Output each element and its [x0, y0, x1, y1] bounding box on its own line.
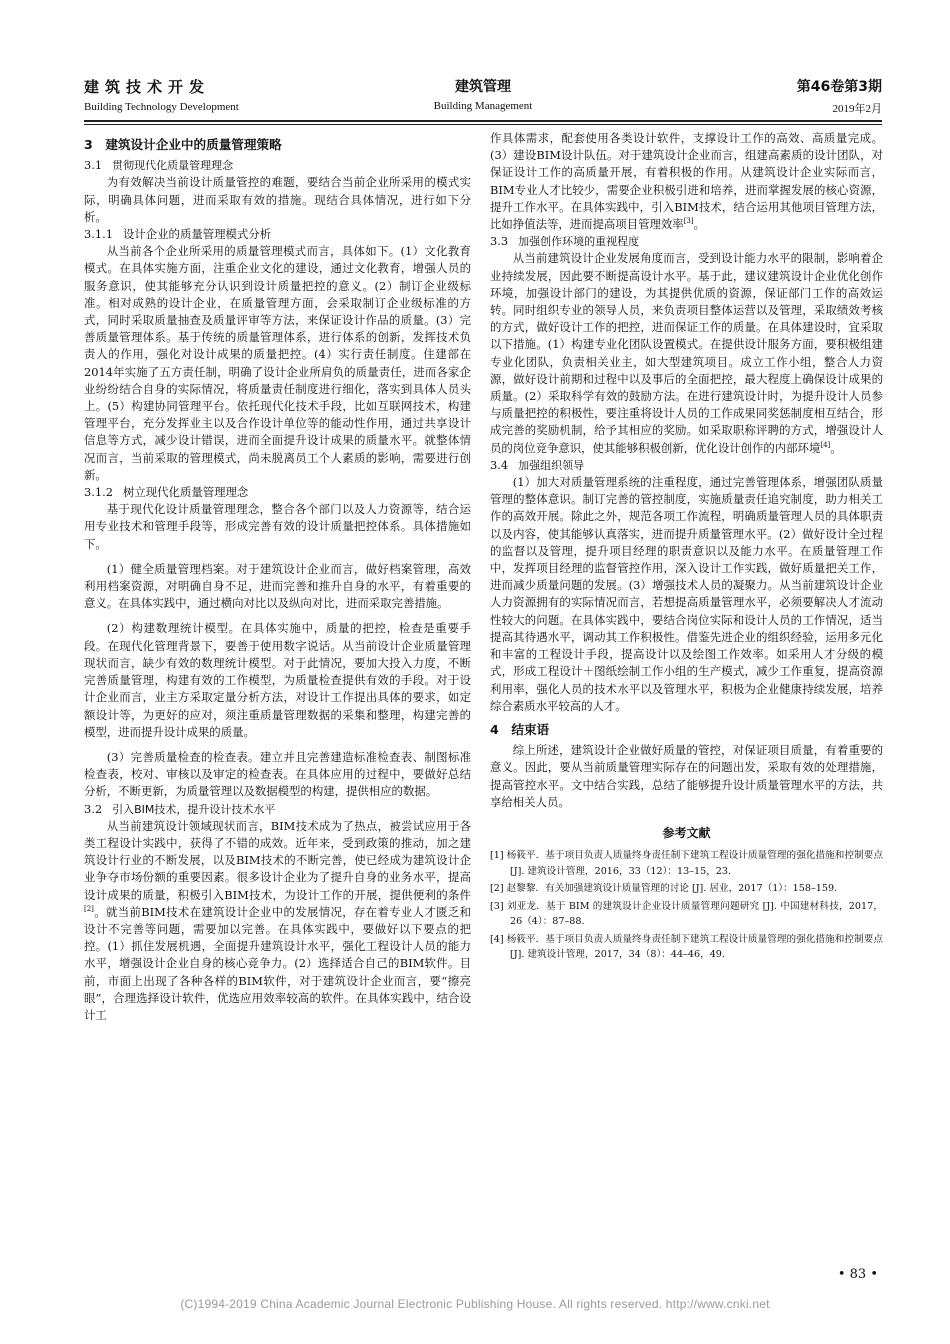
copyright-footer: (C)1994-2019 China Academic Journal Electronic Publishing House. All rights reserved. http://www.cnki.net	[180, 1297, 770, 1311]
paragraph: (1）加大对质量管理系统的注重程度，通过完善管理体系，增强团队质量管理的整体意识。制订完善的管控制度，实施质量责任追究制度，助力相关工作的高效开展。除此之外，规范各项工作流程，明确质量管理人员的具体职责以及内容，使其能够认真落实，进而提升质量管理水平。(2）做好设计全过程的监督以及管理，提升项目经理的职责意识以及能力水平。在质量管理工作中，发挥项目经理的监督管控作用，深入设计工作实践，做好质量把关工作，进而减少质量问题的发展。(3）增强技术人员的凝聚力。从当前建筑设计企业人力资源拥有的实际情况而言，若想提高质量管理水平，必须要解决人才流动性较大的问题。在具体实践中，要结合岗位实际和设计人员的工作情况，适当提高其待遇水平，调动其工作积极性。借鉴先进企业的组织经验，运用多元化和丰富的工程设计手段，提高设计以及绘图工作效率。如采用人才分级的模式，形成工程设计＋图纸绘制工作小组的生产模式，减少工作重复，提高资源利用率，强化人员的技术水平以及管理水平，积极为企业健康持续发展，培养综合素质水平较高的人才。	[490, 475, 883, 713]
paragraph-text: 从当前建筑设计领域现状而言，BIM技术成为了热点，被尝试应用于各类工程设计实践中，获得了不错的成效。近年来，受到政策的推动，加之建筑设计行业的不断发展，以及BIM技术的不断完善，使已经成为建筑设计企业争夺市场份额的重要因素。很多设计企业为了提升自身的业务水平，提高设计成果的质量，积极引入BIM技术，为设计工作的开展，提供便利的条件	[84, 818, 471, 902]
reference-item: [1] 杨筱平．基于项目负责人质量终身责任制下建筑工程设计质量管理的强化措施和控制要点 [J]. 建筑设计管理，2016，33（12）：13–15，23.	[490, 850, 883, 877]
paragraph-text: 。	[693, 217, 705, 232]
journal-header	[84, 70, 882, 120]
paragraph	[490, 250, 883, 456]
section-3-2-heading	[84, 801, 471, 818]
section-number: 3.1.2	[84, 485, 113, 500]
right-column	[490, 130, 883, 965]
paragraph-text: 。就当前BIM技术在建筑设计企业中的发展情况，存在着专业人才匮乏和设计不完善等问题，需要加以完善。在具体实践中，要做好以下要点的把控。(1）抓住发展机遇，全面提升建筑设计水平，强化工程设计人员的能力水平，增强设计企业自身的核心竞争力。(2）选择适合自己的BIM软件。目前，市面上出现了各种各样的BIM软件，对于建筑设计企业而言，要“擦亮眼”，合理选择设计软件，优选应用效率较高的软件。在具体实践中，结合设计工	[84, 904, 471, 1022]
journal-name-en: Building Technology Development	[84, 101, 239, 113]
citation: [2]	[84, 904, 94, 913]
issue-block	[797, 76, 882, 116]
section-number: 3.3	[490, 234, 509, 249]
section-title: 贯彻现代化质量管理理念	[112, 159, 234, 173]
paragraph	[84, 818, 471, 1024]
page-number: • 83 •	[837, 1267, 878, 1282]
reference-item: [2] 赵黎黎．有关加强建筑设计质量管理的讨论 [J]. 居业，2017（1）：158–159.	[490, 883, 838, 895]
section-number: 3.2	[84, 801, 103, 816]
paragraph-text: 。	[830, 440, 842, 455]
left-column	[84, 130, 471, 1024]
section-title: 加强创作环境的重视程度	[518, 235, 640, 249]
section-3-heading: 3 建筑设计企业中的质量管理策略	[84, 137, 282, 152]
citation: [3]	[683, 217, 694, 226]
section-number: 3.1.1	[84, 227, 113, 242]
paragraph-text: 从当前建筑设计企业发展角度而言，受到设计能力水平的限制，影响着企业持续发展，因此要不断提高设计水平。基于此，建议建筑设计企业优化创作环境，加强设计部门的建设，为其提供优质的资源，保证部门工作的高效运转。同时组织专业的领导人员，来负责项目整体运营以及管理，采取绩效考核的方式，做好设计工作的把控，进而保证工作的质量。在具体建设时，宜采取以下措施。(1）构建专业化团队设置模式。在提供设计服务方面，要积极组建专业化团队，负责相关业主，如大型建筑项目。成立工作小组，整合人力资源，做好设计前期和过程中以及事后的全面把控，最大程度上确保设计成果的质量。(2）采取科学有效的鼓励方法。在进行建筑设计时，为提升设计人员参与质量把控的积极性，要注重将设计人员的工作成果同奖惩制度相互结合，形成完善的奖励机制，给予其相应的奖励。如采取职称评聘的方式，增强设计人员的岗位竞争意识，使其能够积极创新，优化设计创作的内部环境	[490, 251, 883, 455]
paragraph-text: 作具体需求，配套使用各类设计软件，支撑设计工作的高效、高质量完成。(3）建设BIM设计队伍。对于建筑设计企业而言，组建高素质的设计团队，对保证设计工作的高质量开展，有着积极的作用。从建筑设计企业实际而言，BIM专业人才比较少，需要企业积极引进和培养，进而掌握发展的核心资源，提升工作水平。在具体实践中，引入BIM技术，结合运用其他项目管理方法，比如挣值法等，进而提高项目管理效率	[490, 131, 883, 232]
volume-issue: 第46卷第3期	[796, 79, 882, 95]
section-title: 树立现代化质量管理理念	[122, 485, 249, 500]
section-3-1-2-heading	[84, 484, 471, 501]
paragraph: (1）健全质量管理档案。对于建筑设计企业而言，做好档案管理，高效利用档案资源，对明确自身不足，进而完善和推升自身的水平，有着重要的意义。在具体实践中，通过横向对比以及纵向对比，进而采取完善措施。	[84, 561, 471, 611]
section-3-1-1-heading	[84, 226, 471, 243]
paragraph: 综上所述，建筑设计企业做好质量的管控，对保证项目质量，有着重要的意义。因此，要从当前质量管理实际存在的问题出发，采取有效的处理措施，提高管控水平。文中结合实践，总结了能够提升设计质量管理水平的方法，共享给相关人员。	[490, 743, 883, 809]
journal-name-cn: 建筑技术开发	[84, 78, 211, 96]
references-title: 参考文献	[662, 825, 711, 840]
paragraph: 基于现代化设计质量管理理念，整合各个部门以及人力资源等，结合运用专业技术和管理手段等，形成完善有效的设计质量把控体系。具体措施如下。	[84, 502, 471, 551]
section-title: 引入BIM技术，提升设计技术水平	[112, 802, 276, 816]
header-rule-thin	[84, 124, 882, 125]
paragraph: 从当前各个企业所采用的质量管理模式而言，具体如下。(1）文化教育模式。在具体实施方面，注重企业文化的建设，通过文化教育，增强人员的服务意识，使其能够充分认识到设计质量把控的意义。(2）制订企业级标准。相对成熟的设计企业，在质量管理方面，会采取制订企业级标准的方式，同时采取质量抽查及质量评审等方法，来保证设计作品的质量。(3）完善质量管理体系。基于传统的质量管理体系，进行体系的创新，发挥技术负责人的作用，强化对设计成果的质量把控。(4）实行责任制度。住建部在2014年实施了五方责任制，明确了设计企业所肩负的质量责任，进而各家企业纷纷结合自身的实际情况，将质量责任制度进行细化，落实到具体人员头上。(5）构建协同管理平台。依托现代化技术手段，比如互联网技术，构建管理平台，充分发挥业主以及合作设计单位等的能动性作用，通过共享设计信息等方式，减少设计错误，进而全面提升设计成果的质量水平。就整体情况而言，当前采取的管理模式，尚未脱离员工个人素质的影响，需要进行创新。	[84, 244, 471, 482]
section-title: 加强组织领导	[518, 458, 585, 472]
reference-item: [3] 刘亚龙．基于 BIM 的建筑设计企业设计质量管理问题研究 [J]. 中国建材科技，2017，26（4）：87–88.	[490, 900, 883, 928]
paragraph: (2）构建数理统计模型。在具体实施中，质量的把控，检查是重要手段。在现代化管理背景下，要善于使用数字说话。从当前设计企业质量管理现状而言，缺少有效的数理统计模型。对于此情况，要加大投入力度，不断完善质量管理，构建有效的工作模型，为质量检查提供有效的手段。对于设计企业而言，业主方采取定量分析方法，对设计工作提出具体的要求，如定额设计等，为更好的应对，须注重质量管理数据的采集和整理，构建完善的模型，进而提升设计成果的质量。	[84, 621, 471, 739]
section-block	[84, 76, 882, 112]
header-rule-thick	[84, 120, 882, 122]
paragraph	[490, 130, 883, 233]
section-3-3-heading	[490, 233, 883, 250]
section-3-4-heading	[490, 457, 883, 474]
section-name-cn: 建筑管理	[455, 79, 511, 95]
section-3-1-heading	[84, 157, 471, 174]
section-name-en: Building Management	[433, 100, 533, 112]
section-number: 3.4	[490, 457, 509, 472]
paragraph: 为有效解决当前设计质量管控的难题，要结合当前企业所采用的模式实际，明确具体问题，进而采取有效的措施。现结合具体情况，进行如下分析。	[84, 175, 471, 224]
section-title: 设计企业的质量管理模式分析	[122, 227, 272, 242]
issue-date: 2019年2月	[832, 103, 882, 115]
section-number: 3.1	[84, 158, 103, 173]
reference-item: [4] 杨筱平．基于项目负责人质量终身责任制下建筑工程设计质量管理的强化措施和控制要点 [J]. 建筑设计管理，2017，34（8）：44–46，49.	[490, 933, 883, 961]
paragraph: (3）完善质量检查的检查表。建立并且完善建造标准检查表、制图标准检查表，校对、审核以及审定的检查表。在具体应用的过程中，要做好总结分析，不断更新，为质量管理以及数据模型的构建，提供相应的数据。	[84, 749, 471, 799]
section-4-heading: 4 结束语	[490, 721, 550, 737]
citation: [4]	[820, 440, 831, 449]
